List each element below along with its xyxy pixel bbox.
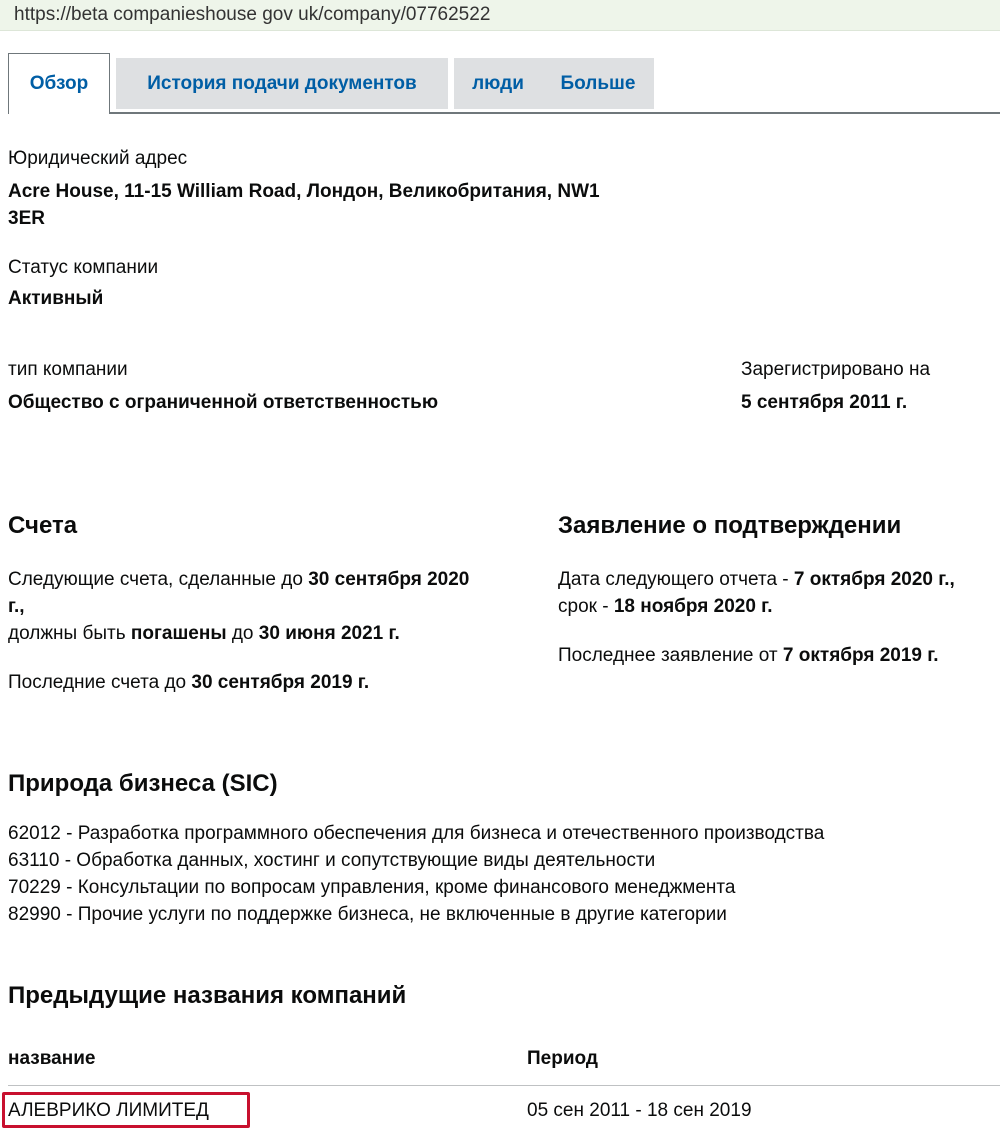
accounts-next-date: 30 сентября 2020 (308, 569, 470, 590)
tab-overview[interactable]: Обзор (8, 53, 110, 114)
accounts-due-prefix: должны быть (8, 623, 131, 644)
accounts-last-date: 30 сентября 2019 г. (191, 672, 370, 693)
table-divider (8, 1085, 1000, 1086)
confirmation-last (558, 642, 939, 669)
tab-bar (8, 55, 1000, 115)
confirmation-deadline-date: 18 ноября 2020 г. (613, 596, 773, 617)
address-line-2: 3ER (8, 208, 45, 229)
confirmation-next (558, 566, 1000, 620)
tab-filing-history[interactable]: История подачи документов (116, 58, 448, 109)
confirmation-deadline-prefix: срок - (558, 596, 614, 617)
confirmation-heading: Заявление о подтверждении (558, 512, 902, 539)
accounts-last-prefix: Последние счета до (8, 672, 192, 693)
sic-item: 82990 - Прочие услуги по поддержке бизнеса, не включенные в другие категории (8, 904, 727, 925)
highlight-box (2, 1092, 250, 1128)
url-text[interactable]: https://beta companieshouse gov uk/company/07762522 (14, 4, 491, 25)
accounts-next-date-suffix: г., (8, 596, 25, 617)
accounts-due-mid: до (226, 623, 259, 644)
previous-name-cell: АЛЕВРИКО ЛИМИТЕД (8, 1100, 209, 1121)
accounts-heading: Счета (8, 512, 78, 539)
previous-period-cell: 05 сен 2011 - 18 сен 2019 (527, 1100, 752, 1121)
incorporated-value: 5 сентября 2011 г. (741, 392, 908, 413)
company-type-label: тип компании (8, 359, 128, 380)
status-value: Активный (8, 288, 104, 309)
sic-list (8, 820, 824, 928)
tab-more[interactable]: Больше (542, 58, 654, 109)
address-bar[interactable] (0, 0, 1000, 31)
col-header-period: Период (527, 1048, 598, 1069)
col-header-name: название (8, 1048, 96, 1069)
accounts-due-date: 30 июня 2021 г. (258, 623, 400, 644)
address-line-1: Acre House, 11-15 William Road, Лондон, Великобритания, NW1 (8, 181, 600, 202)
confirmation-last-prefix: Последнее заявление от (558, 645, 783, 666)
confirmation-last-date: 7 октября 2019 г. (782, 645, 939, 666)
sic-item: 70229 - Консультации по вопросам управления, кроме финансового менеджмента (8, 877, 736, 898)
address-label: Юридический адрес (8, 148, 188, 169)
confirmation-next-date: 7 октября 2020 г., (793, 569, 955, 590)
accounts-next-prefix: Следующие счета, сделанные до (8, 569, 309, 590)
status-label: Статус компании (8, 257, 159, 278)
accounts-last (8, 669, 369, 696)
previous-names-heading: Предыдущие названия компаний (8, 982, 407, 1009)
accounts-due-word: погашены (130, 623, 227, 644)
sic-item: 63110 - Обработка данных, хостинг и сопутствующие виды деятельности (8, 850, 656, 871)
incorporated-label: Зарегистрировано на (741, 359, 931, 380)
accounts-next (8, 566, 538, 647)
tab-people[interactable]: люди (454, 58, 542, 109)
company-type-value: Общество с ограниченной ответственностью (8, 392, 439, 413)
confirmation-next-prefix: Дата следующего отчета - (558, 569, 794, 590)
sic-item: 62012 - Разработка программного обеспечения для бизнеса и отечественного производства (8, 823, 825, 844)
tab-bar-underline (8, 112, 1000, 114)
sic-heading: Природа бизнеса (SIC) (8, 770, 278, 797)
